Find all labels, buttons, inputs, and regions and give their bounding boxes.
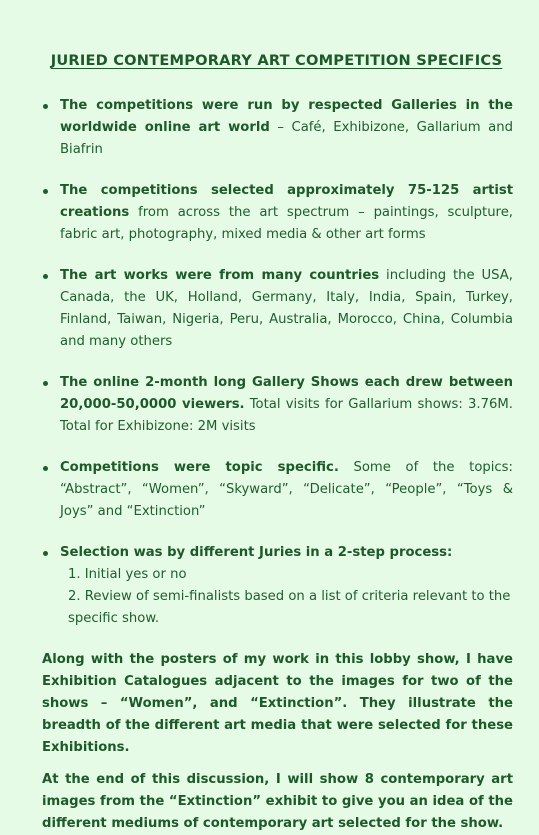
bullet-lead: Competitions were topic specific.	[60, 460, 339, 475]
bullet-text: including the USA, Canada, the UK, Holland, Germany, Italy, India, Spain, Turkey, Finland, Taiwan, Nigeria, Peru, Australia, Morocco, China, Columbia and many others	[60, 268, 514, 349]
bullet-item-galleries	[40, 95, 513, 161]
bullet-lead: The online 2-month long Gallery Shows each drew between 20,000-50,0000 viewers.	[60, 375, 513, 412]
bullet-item-topics	[40, 457, 513, 523]
bullet-lead: The art works were from many countries	[60, 268, 380, 283]
closing-paragraph: At the end of this discussion, I will show 8 contemporary art images from the “Extinction” exhibit to give you an idea of the different mediums of contemporary art selected for the show.	[42, 772, 513, 831]
bullet-item-viewers	[40, 372, 513, 438]
step-item: 2. Review of semi-finalists based on a list of criteria relevant to the specific show.	[68, 589, 511, 626]
bullet-text: – Café, Exhibizone, Gallarium and Biafrin	[60, 120, 513, 157]
page-title: JURIED CONTEMPORARY ART COMPETITION SPECIFICS	[50, 52, 503, 69]
bullet-text: Some of the topics: “Abstract”, “Women”, “Skyward”, “Delicate”, “People”, “Toys & Joys” and “Extinction”	[60, 460, 513, 519]
bullet-item-selection-size	[40, 180, 513, 246]
bullet-lead: Selection was by different Juries in a 2-step process:	[60, 545, 453, 560]
bullet-text: Total visits for Gallarium shows: 3.76M. Total for Exhibizone: 2M visits	[60, 397, 513, 434]
bullet-item-countries	[40, 265, 513, 353]
bullet-list	[40, 95, 513, 630]
selection-steps	[60, 564, 513, 630]
bullet-lead: The competitions selected approximately 75-125 artist creations	[60, 183, 513, 220]
catalogue-paragraph: Along with the posters of my work in this lobby show, I have Exhibition Catalogues adjacent to the images for two of the shows – “Women”, and “Extinction”. They illustrate the breadth of the different art media that were selected for these Exhibitions.	[42, 652, 513, 755]
step-item: 1. Initial yes or no	[68, 567, 187, 582]
bullet-text: from across the art spectrum – paintings, sculpture, fabric art, photography, mixed media & other art forms	[60, 205, 513, 242]
bullet-lead: The competitions were run by respected Galleries in the worldwide online art world	[60, 98, 513, 135]
bullet-item-juries	[40, 542, 513, 630]
